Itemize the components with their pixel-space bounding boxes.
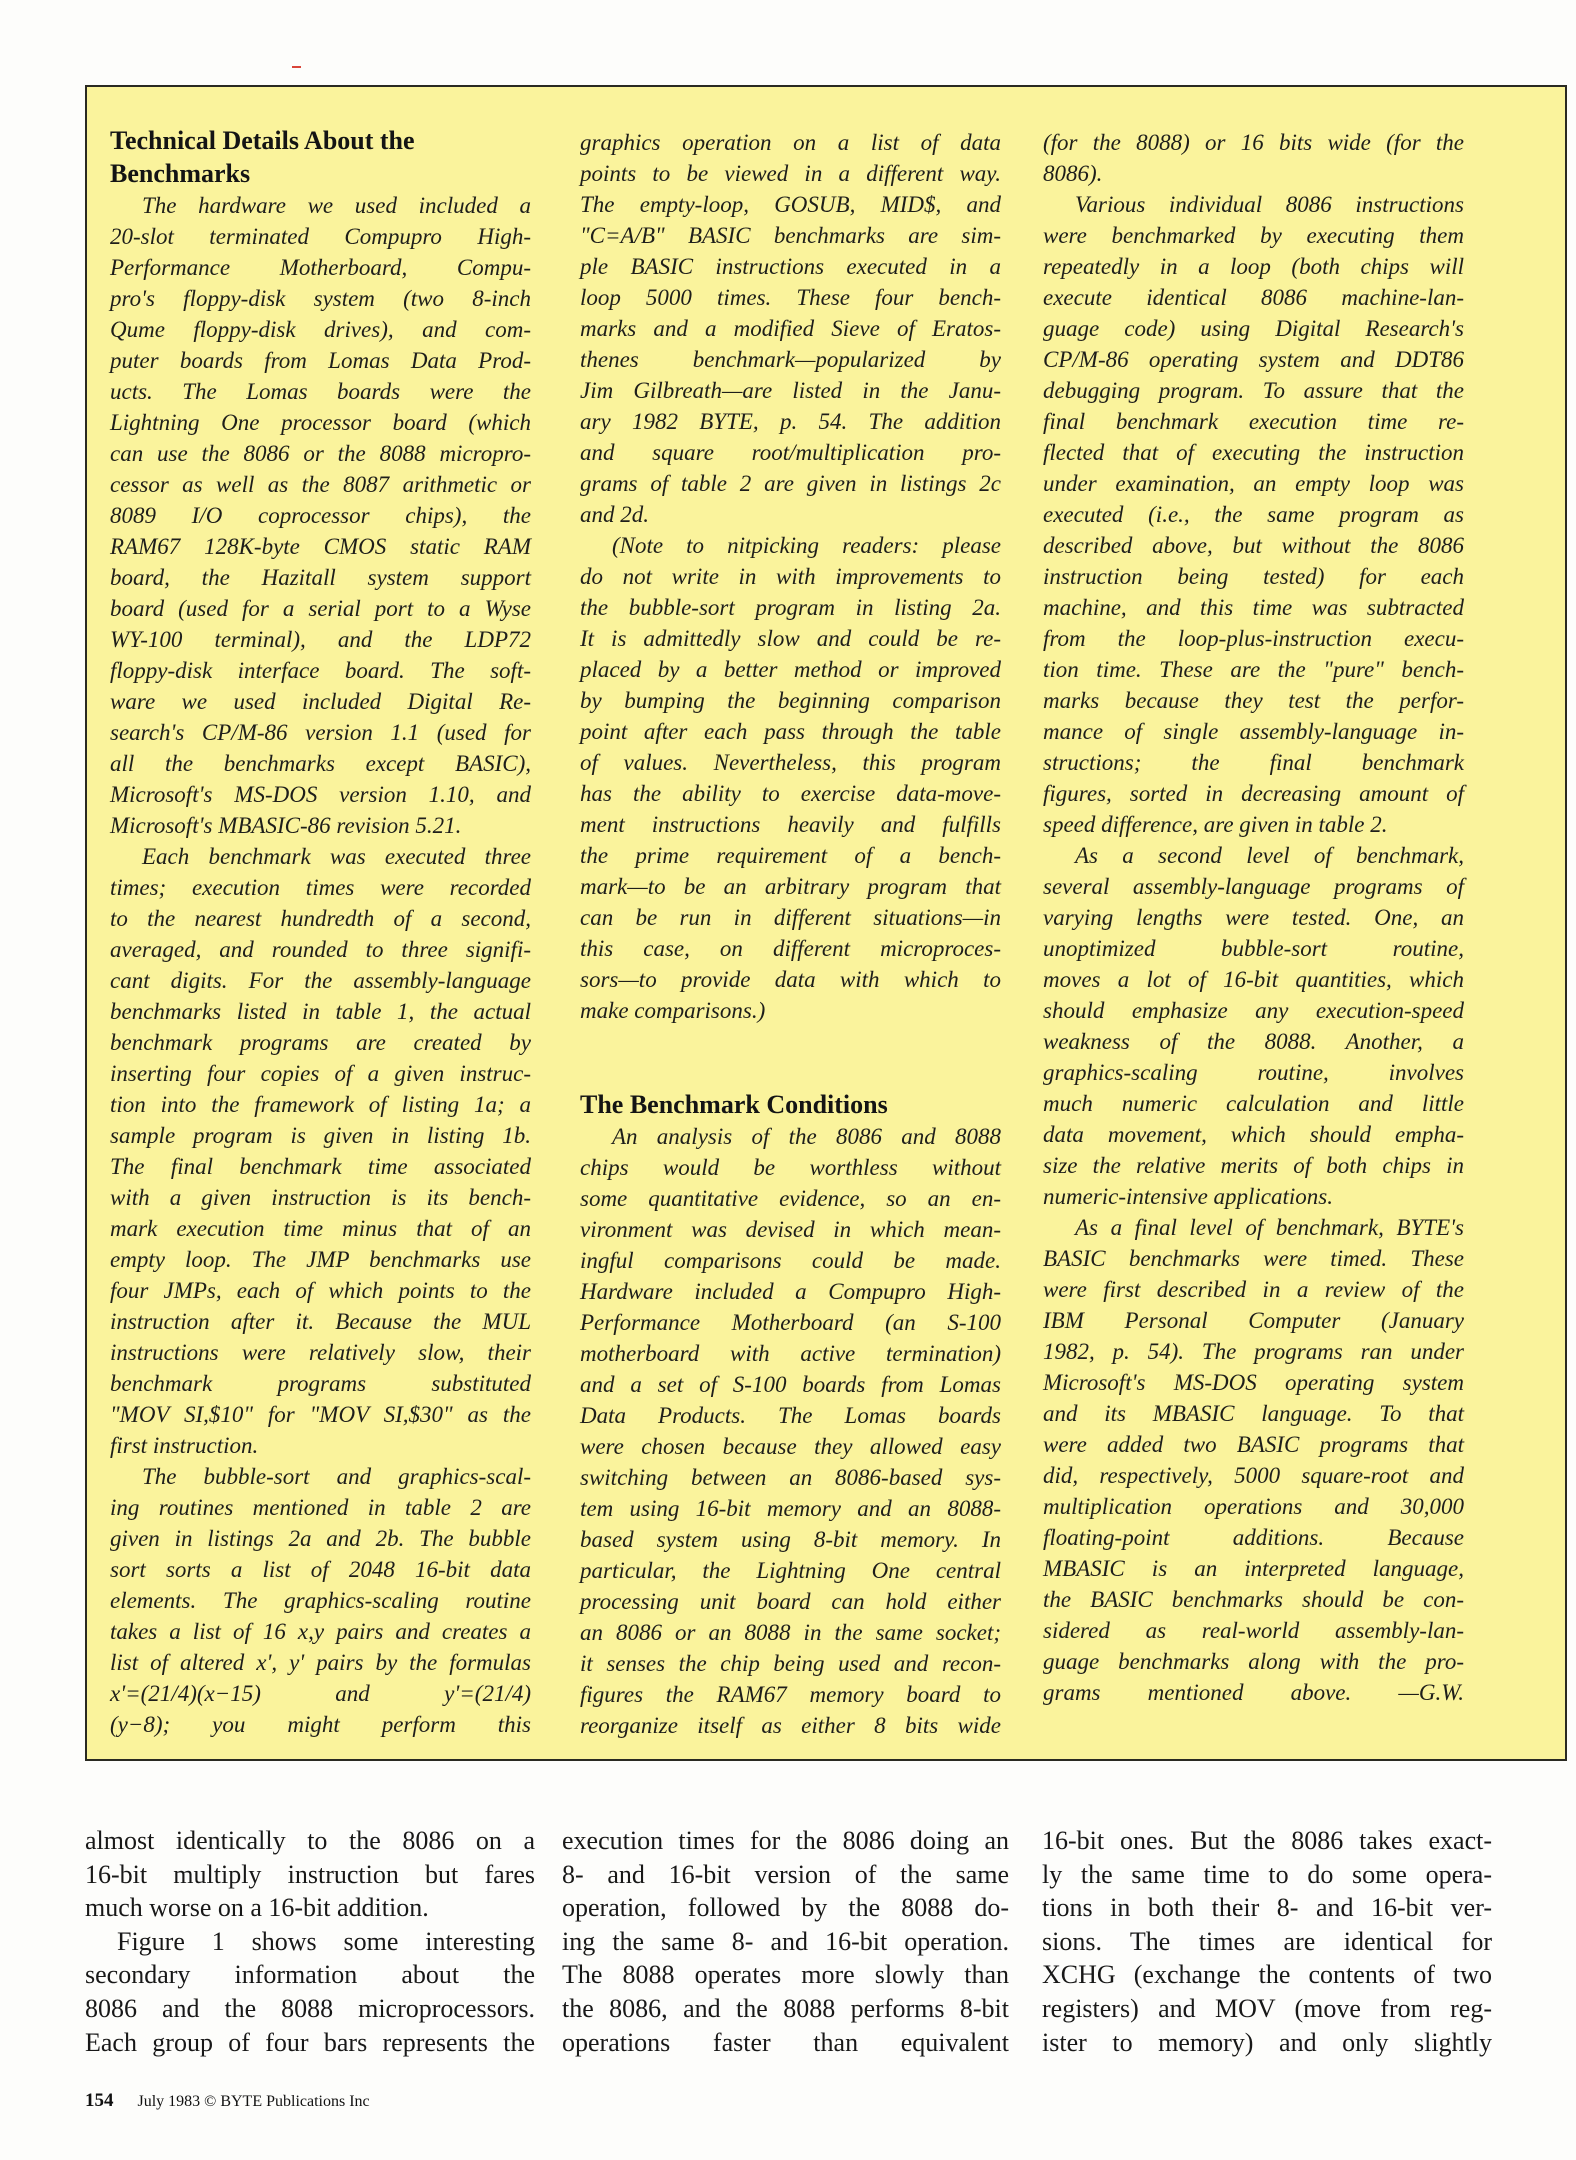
scan-mark	[292, 66, 301, 68]
text-line: graphics operation on a list of data	[580, 130, 1001, 155]
text-line: guage code) using Digital Research's	[1043, 316, 1464, 341]
text-line: Hardware included a Compupro High-	[580, 1279, 1001, 1304]
sidebar-column-1	[110, 124, 531, 1740]
sidebar-column-2	[580, 127, 1001, 1741]
text-line: speed difference, are given in table 2.	[1043, 812, 1388, 837]
text-line: some quantitative evidence, so an en-	[580, 1186, 1001, 1211]
text-line: times; execution times were recorded	[110, 875, 531, 900]
text-line: reorganize itself as either 8 bits wide	[580, 1713, 1001, 1738]
text-line: flected that of executing the instruction	[1043, 440, 1464, 465]
text-line: tem using 16-bit memory and an 8088-	[580, 1496, 1001, 1521]
text-line: mark—to be an arbitrary program that	[580, 874, 1001, 899]
text-line: Lightning One processor board (which	[110, 410, 531, 435]
text-line: it senses the chip being used and recon-	[580, 1651, 1001, 1676]
text-line: Microsoft's MS-DOS operating system	[1043, 1370, 1464, 1395]
text-line: processing unit board can hold either	[580, 1589, 1001, 1614]
text-line: were chosen because they allowed easy	[580, 1434, 1001, 1459]
text-line: marks and a modified Sieve of Eratos-	[580, 316, 1001, 341]
text-line: first instruction.	[110, 1433, 259, 1458]
text-line: thenes benchmark—popularized by	[580, 347, 1001, 372]
text-line: As a second level of benchmark,	[1075, 843, 1464, 868]
text-line: can use the 8086 or the 8088 micropro-	[110, 441, 531, 466]
text-line: and 2d.	[580, 502, 649, 527]
text-line: pro's floppy-disk system (two 8-inch	[110, 286, 531, 311]
text-line: cant digits. For the assembly-language	[110, 968, 531, 993]
text-line: 1982, p. 54). The programs ran under	[1043, 1339, 1464, 1364]
text-line: data movement, which should empha-	[1043, 1122, 1464, 1147]
text-line: all the benchmarks except BASIC),	[110, 751, 531, 776]
text-line: mark execution time minus that of an	[110, 1216, 531, 1241]
section-heading	[580, 1088, 1001, 1121]
page-footer	[85, 2090, 370, 2112]
text-line: operation, followed by the 8088 do-	[562, 1893, 1009, 1923]
text-line: and a set of S-100 boards from Lomas	[580, 1372, 1001, 1397]
text-line: described above, but without the 8086	[1043, 533, 1464, 558]
text-line: Jim Gilbreath—are listed in the Janu-	[580, 378, 1001, 403]
text-line: under examination, an empty loop was	[1043, 471, 1464, 496]
text-line: ware we used included Digital Re-	[110, 689, 531, 714]
article-column-3	[1042, 1824, 1492, 2059]
paragraph	[580, 1121, 1001, 1741]
text-line: moves a lot of 16-bit quantities, which	[1043, 967, 1464, 992]
text-line: 8086).	[1043, 161, 1103, 186]
text-line: x'=(21/4)(x−15) and y'=(21/4)	[110, 1681, 531, 1706]
text-line: this case, on different microproces-	[580, 936, 1001, 961]
text-line: ment instructions heavily and fulfills	[580, 812, 1001, 837]
text-line: multiplication operations and 30,000	[1043, 1494, 1464, 1519]
text-line: tion into the framework of listing 1a; a	[110, 1092, 531, 1117]
text-line: Various individual 8086 instructions	[1075, 192, 1464, 217]
text-line: can be run in different situations—in	[580, 905, 1001, 930]
text-line: An analysis of the 8086 and 8088	[612, 1124, 1001, 1149]
text-line: floating-point additions. Because	[1043, 1525, 1464, 1550]
text-line: size the relative merits of both chips in	[1043, 1153, 1464, 1178]
text-line: ary 1982 BYTE, p. 54. The addition	[580, 409, 1001, 434]
paragraph	[580, 127, 1001, 530]
article-column-2	[562, 1824, 1009, 2059]
text-line: 16-bit multiply instruction but fares	[85, 1859, 535, 1889]
text-line: Performance Motherboard (an S-100	[580, 1310, 1001, 1335]
text-line: XCHG (exchange the contents of two	[1042, 1960, 1492, 1990]
text-line: The bubble-sort and graphics-scal-	[142, 1464, 531, 1489]
page-number: 154	[85, 2090, 114, 2111]
article-column-1	[85, 1824, 535, 2059]
paragraph	[580, 530, 1001, 1026]
text-line: execution times for the 8086 doing an	[562, 1826, 1009, 1855]
paragraph	[110, 1461, 531, 1740]
text-line: graphics-scaling routine, involves	[1043, 1060, 1464, 1085]
text-line: ing routines mentioned in table 2 are	[110, 1495, 531, 1520]
text-line: Microsoft's MS-DOS version 1.10, and	[110, 782, 531, 807]
text-line: Each benchmark was executed three	[142, 844, 531, 869]
heading-line: The Benchmark Conditions	[580, 1090, 888, 1119]
text-line: (y−8); you might perform this	[110, 1712, 531, 1737]
text-line: given in listings 2a and 2b. The bubble	[110, 1526, 531, 1551]
paragraph	[1043, 127, 1464, 189]
text-line: debugging program. To assure that the	[1043, 378, 1464, 403]
text-line: ingful comparisons could be made.	[580, 1248, 1001, 1273]
text-line: registers) and MOV (move from reg-	[1042, 1993, 1492, 2023]
text-line: points to be viewed in a different way.	[580, 161, 1001, 186]
text-line: the 8086, and the 8088 performs 8-bit	[562, 1993, 1009, 2023]
text-line: vironment was devised in which mean-	[580, 1217, 1001, 1242]
text-line: RAM67 128K-byte CMOS static RAM	[110, 534, 531, 559]
text-line: based system using 8-bit memory. In	[580, 1527, 1001, 1552]
text-line: much worse on a 16-bit addition.	[85, 1893, 429, 1923]
text-line: weakness of the 8088. Another, a	[1043, 1029, 1464, 1054]
text-line: switching between an 8086-based sys-	[580, 1465, 1001, 1490]
paragraph	[110, 190, 531, 841]
text-line: sions. The times are identical for	[1042, 1926, 1492, 1956]
text-line: by bumping the beginning comparison	[580, 688, 1001, 713]
text-line: were added two BASIC programs that	[1043, 1432, 1464, 1457]
text-line: benchmarks listed in table 1, the actual	[110, 999, 531, 1024]
text-line: instructions were relatively slow, their	[110, 1340, 531, 1365]
text-line: The final benchmark time associated	[110, 1154, 531, 1179]
text-line: secondary information about the	[85, 1960, 535, 1990]
text-line: unoptimized bubble-sort routine,	[1043, 936, 1464, 961]
text-line: BASIC benchmarks were timed. These	[1043, 1246, 1464, 1271]
text-line: much numeric calculation and little	[1043, 1091, 1464, 1116]
text-line: figures the RAM67 memory board to	[580, 1682, 1001, 1707]
text-line: list of altered x', y' pairs by the formulas	[110, 1650, 531, 1675]
text-line: The empty-loop, GOSUB, MID$, and	[580, 192, 1001, 217]
text-line: As a final level of benchmark, BYTE's	[1075, 1215, 1464, 1240]
sidebar-column-3	[1043, 127, 1464, 1708]
text-line: did, respectively, 5000 square-root and	[1043, 1463, 1464, 1488]
text-line: an 8086 or an 8088 in the same socket;	[580, 1620, 1001, 1645]
text-line: 20-slot terminated Compupro High-	[110, 224, 531, 249]
text-line: Qume floppy-disk drives), and com-	[110, 317, 531, 342]
text-line: instruction after it. Because the MUL	[110, 1309, 531, 1334]
text-line: inserting four copies of a given instruc-	[110, 1061, 531, 1086]
text-line: (for the 8088) or 16 bits wide (for the	[1043, 130, 1464, 155]
text-line: instruction being tested) for each	[1043, 564, 1464, 589]
text-line: ister to memory) and only slightly	[1042, 2027, 1492, 2057]
text-line: grams mentioned above. —G.W.	[1043, 1680, 1464, 1705]
paragraph	[1043, 189, 1464, 840]
text-line: the BASIC benchmarks should be con-	[1043, 1587, 1464, 1612]
text-line: elements. The graphics-scaling routine	[110, 1588, 531, 1613]
text-line: were benchmarked by executing them	[1043, 223, 1464, 248]
text-line: from the loop-plus-instruction execu-	[1043, 626, 1464, 651]
text-line: averaged, and rounded to three signifi-	[110, 937, 531, 962]
text-line: should emphasize any execution-speed	[1043, 998, 1464, 1023]
text-line: ucts. The Lomas boards were the	[110, 379, 531, 404]
paragraph	[562, 1824, 1009, 2059]
text-line: numeric-intensive applications.	[1043, 1184, 1333, 1209]
text-line: the bubble-sort program in listing 2a.	[580, 595, 1001, 620]
text-line: motherboard with active termination)	[580, 1341, 1001, 1366]
text-line: repeatedly in a loop (both chips will	[1043, 254, 1464, 279]
text-line: board (used for a serial port to a Wyse	[110, 596, 531, 621]
text-line: make comparisons.)	[580, 998, 766, 1023]
text-line: placed by a better method or improved	[580, 657, 1001, 682]
text-line: CP/M-86 operating system and DDT86	[1043, 347, 1464, 372]
text-line: executed (i.e., the same program as	[1043, 502, 1464, 527]
paragraph	[110, 841, 531, 1461]
text-line: operations faster than equivalent	[562, 2027, 1009, 2057]
text-line: tion time. These are the "pure" bench-	[1043, 657, 1464, 682]
text-line: 8086 and the 8088 microprocessors.	[85, 1993, 535, 2023]
text-line: the prime requirement of a bench-	[580, 843, 1001, 868]
text-line: The hardware we used included a	[142, 193, 531, 218]
text-line: grams of table 2 are given in listings 2c	[580, 471, 1001, 496]
text-line: tions in both their 8- and 16-bit ver-	[1042, 1893, 1492, 1923]
text-line: varying lengths were tested. One, an	[1043, 905, 1464, 930]
paragraph	[1042, 1824, 1492, 2059]
text-line: were first described in a review of the	[1043, 1277, 1464, 1302]
text-line: final benchmark execution time re-	[1043, 409, 1464, 434]
text-line: Each group of four bars represents the	[85, 2027, 535, 2057]
section-heading	[110, 124, 531, 190]
text-line: sidered as real-world assembly-lan-	[1043, 1618, 1464, 1643]
text-line: four JMPs, each of which points to the	[110, 1278, 531, 1303]
text-line: benchmark programs are created by	[110, 1030, 531, 1055]
text-line: IBM Personal Computer (January	[1043, 1308, 1464, 1333]
text-line: point after each pass through the table	[580, 719, 1001, 744]
heading-line: Benchmarks	[110, 159, 251, 188]
text-line: particular, the Lightning One central	[580, 1558, 1001, 1583]
text-line: and square root/multiplication pro-	[580, 440, 1001, 465]
text-line: guage benchmarks along with the pro-	[1043, 1649, 1464, 1674]
text-line: chips would be worthless without	[580, 1155, 1001, 1180]
text-line: do not write in with improvements to	[580, 564, 1001, 589]
publication-credit: July 1983 © BYTE Publications Inc	[137, 2093, 370, 2110]
text-line: Data Products. The Lomas boards	[580, 1403, 1001, 1428]
text-line: "MOV SI,$10" for "MOV SI,$30" as the	[110, 1402, 531, 1427]
text-line: 8089 I/O coprocessor chips), the	[110, 503, 531, 528]
text-line: MBASIC is an interpreted language,	[1043, 1556, 1464, 1581]
text-line: sort sorts a list of 2048 16-bit data	[110, 1557, 531, 1582]
paragraph	[85, 1824, 535, 1925]
text-line: ple BASIC instructions executed in a	[580, 254, 1001, 279]
text-line: 8- and 16-bit version of the same	[562, 1859, 1009, 1889]
text-line: sors—to provide data with which to	[580, 967, 1001, 992]
text-line: mance of single assembly-language in-	[1043, 719, 1464, 744]
text-line: machine, and this time was subtracted	[1043, 595, 1464, 620]
text-line: Microsoft's MBASIC-86 revision 5.21.	[110, 813, 462, 838]
text-line: ing the same 8- and 16-bit operation.	[562, 1926, 1009, 1956]
text-line: takes a list of 16 x,y pairs and creates a	[110, 1619, 531, 1644]
text-line: loop 5000 times. These four bench-	[580, 285, 1001, 310]
text-line: Performance Motherboard, Compu-	[110, 255, 531, 280]
text-line: to the nearest hundredth of a second,	[110, 906, 531, 931]
text-line: WY-100 terminal), and the LDP72	[110, 627, 531, 652]
spacer	[580, 1026, 1001, 1088]
paragraph	[85, 1925, 535, 2059]
text-line: marks because they test the perfor-	[1043, 688, 1464, 713]
text-line: cessor as well as the 8087 arithmetic or	[110, 472, 531, 497]
text-line: The 8088 operates more slowly than	[562, 1960, 1009, 1990]
heading-line: Technical Details About the	[110, 126, 415, 155]
text-line: (Note to nitpicking readers: please	[612, 533, 1001, 558]
text-line: several assembly-language programs of	[1043, 874, 1464, 899]
text-line: puter boards from Lomas Data Prod-	[110, 348, 531, 373]
paragraph	[1043, 1212, 1464, 1708]
text-line: has the ability to exercise data-move-	[580, 781, 1001, 806]
text-line: floppy-disk interface board. The soft-	[110, 658, 531, 683]
text-line: structions; the final benchmark	[1043, 750, 1464, 775]
text-line: It is admittedly slow and could be re-	[580, 626, 1001, 651]
text-line: almost identically to the 8086 on a	[85, 1826, 535, 1855]
text-line: sample program is given in listing 1b.	[110, 1123, 531, 1148]
text-line: empty loop. The JMP benchmarks use	[110, 1247, 531, 1272]
text-line: "C=A/B" BASIC benchmarks are sim-	[580, 223, 1001, 248]
text-line: Figure 1 shows some interesting	[117, 1926, 535, 1956]
text-line: of values. Nevertheless, this program	[580, 750, 1001, 775]
paragraph	[1043, 840, 1464, 1212]
text-line: ly the same time to do some opera-	[1042, 1859, 1492, 1889]
text-line: and its MBASIC language. To that	[1043, 1401, 1464, 1426]
text-line: figures, sorted in decreasing amount of	[1043, 781, 1464, 806]
text-line: search's CP/M-86 version 1.1 (used for	[110, 720, 531, 745]
text-line: 16-bit ones. But the 8086 takes exact-	[1042, 1826, 1492, 1855]
text-line: board, the Hazitall system support	[110, 565, 531, 590]
text-line: execute identical 8086 machine-lan-	[1043, 285, 1464, 310]
text-line: with a given instruction is its bench-	[110, 1185, 531, 1210]
text-line: benchmark programs substituted	[110, 1371, 531, 1396]
